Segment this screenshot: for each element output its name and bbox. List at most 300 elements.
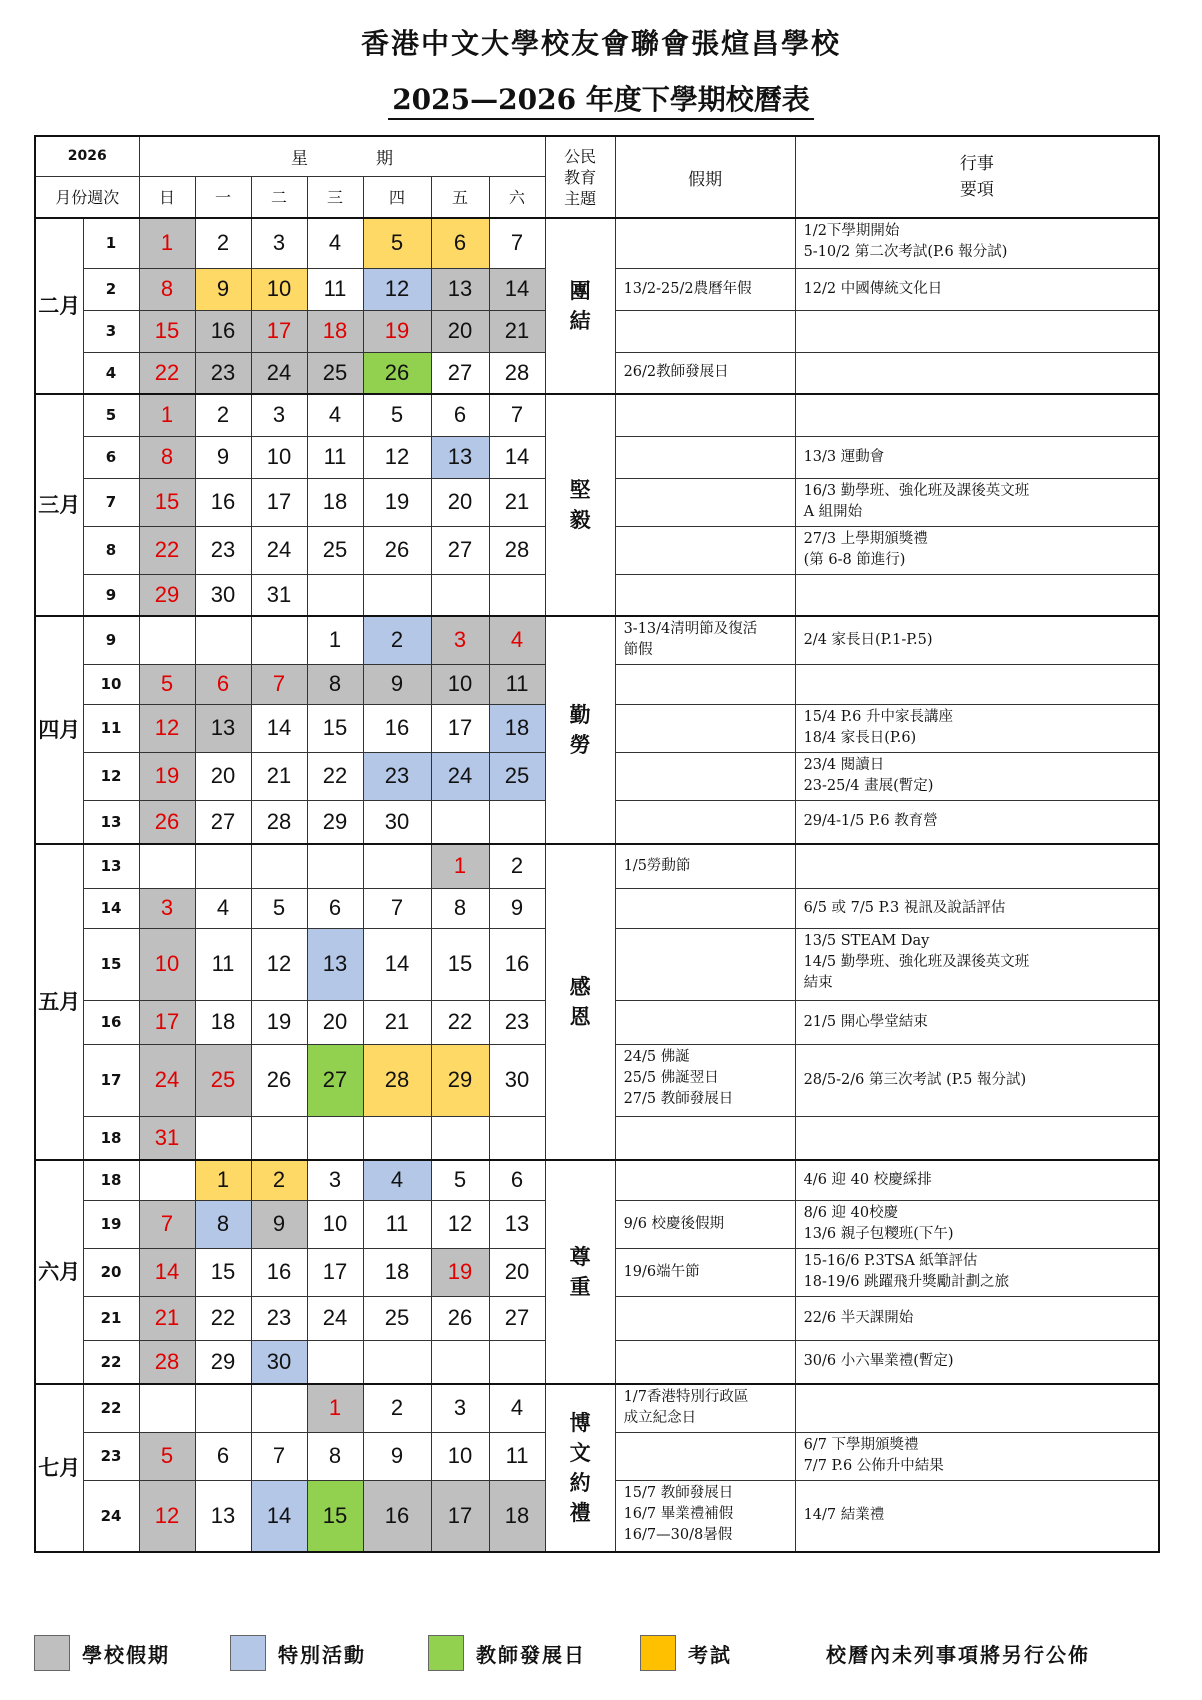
holiday-note-line: 25/5 佛誕翌日 <box>623 1069 719 1086</box>
calendar-day: 15 <box>139 478 195 526</box>
holiday-note-line: 26/2教師發展日 <box>623 364 729 381</box>
event-note-line: 28/5-2/6 第三次考試 (P.5 報分試) <box>803 1071 1027 1088</box>
calendar-day: 4 <box>489 1384 545 1432</box>
calendar-day: 18 <box>307 310 363 352</box>
event-note <box>795 1000 1159 1044</box>
holiday-note <box>615 704 795 752</box>
calendar-day <box>489 1340 545 1384</box>
calendar-day: 5 <box>139 664 195 704</box>
event-note <box>795 1044 1159 1116</box>
event-note-line: 22/6 半天課開始 <box>803 1309 914 1326</box>
calendar-day: 25 <box>489 752 545 800</box>
event-note-line: 8/6 迎 40校慶 <box>803 1204 899 1221</box>
event-note <box>795 888 1159 928</box>
calendar-day <box>139 616 195 664</box>
week-number: 8 <box>83 526 139 574</box>
calendar-day: 23 <box>195 526 251 574</box>
civic-theme-char: 文 <box>569 1440 591 1465</box>
calendar-day: 8 <box>139 268 195 310</box>
week-number: 23 <box>83 1432 139 1480</box>
weekday-header: 二 <box>251 176 307 218</box>
calendar-day: 23 <box>489 1000 545 1044</box>
calendar-day: 22 <box>431 1000 489 1044</box>
week-number: 1 <box>83 218 139 268</box>
calendar-day: 18 <box>195 1000 251 1044</box>
calendar-day: 7 <box>251 1432 307 1480</box>
calendar-day: 2 <box>251 1160 307 1200</box>
civic-theme-char: 勞 <box>569 732 591 757</box>
holiday-note <box>615 394 795 436</box>
calendar-day <box>431 800 489 844</box>
calendar-day: 11 <box>363 1200 431 1248</box>
holiday-note-line: 節假 <box>623 642 653 658</box>
calendar-day: 28 <box>489 352 545 394</box>
calendar-week-row <box>35 1384 1159 1432</box>
civic-theme-char: 約 <box>569 1470 591 1495</box>
holiday-note <box>615 1000 795 1044</box>
legend-teacher-dev-label: 教師發展日 <box>476 1642 586 1667</box>
civic-theme-char: 禮 <box>569 1500 591 1525</box>
exam-swatch <box>640 1635 676 1671</box>
calendar-day: 27 <box>489 1296 545 1340</box>
event-note-line: 14/5 勤學班、強化班及課後英文班 <box>803 953 1030 970</box>
legend-special-label: 特別活動 <box>278 1642 366 1667</box>
weekday-header: 四 <box>363 176 431 218</box>
calendar-day: 2 <box>363 1384 431 1432</box>
holiday-note <box>615 1480 795 1552</box>
calendar-day: 13 <box>195 704 251 752</box>
holiday-note <box>615 310 795 352</box>
calendar-day: 15 <box>431 928 489 1000</box>
calendar-day: 7 <box>139 1200 195 1248</box>
holiday-note <box>615 1296 795 1340</box>
calendar-day: 25 <box>307 526 363 574</box>
legend-teacher-dev <box>428 1635 586 1671</box>
calendar-day: 30 <box>195 574 251 616</box>
week-number: 22 <box>83 1340 139 1384</box>
event-note <box>795 478 1159 526</box>
week-number: 18 <box>83 1116 139 1160</box>
event-note-line: 29/4-1/5 P.6 教育營 <box>803 813 938 830</box>
month-label: 五月 <box>35 844 83 1160</box>
calendar-day: 8 <box>139 436 195 478</box>
month-label: 六月 <box>35 1160 83 1384</box>
event-note <box>795 394 1159 436</box>
holiday-note <box>615 478 795 526</box>
event-note-line: 13/6 親子包糭班(下午) <box>803 1225 954 1242</box>
calendar-day: 16 <box>251 1248 307 1296</box>
week-number: 21 <box>83 1296 139 1340</box>
month-label: 四月 <box>35 616 83 844</box>
calendar-day: 10 <box>251 436 307 478</box>
week-number: 6 <box>83 436 139 478</box>
calendar-day: 19 <box>251 1000 307 1044</box>
event-note-line: (第 6-8 節進行) <box>803 551 906 568</box>
month-label: 二月 <box>35 218 83 394</box>
calendar-day: 18 <box>489 1480 545 1552</box>
holiday-note-line: 16/7 畢業禮補假 <box>623 1505 734 1522</box>
calendar-day <box>195 616 251 664</box>
calendar-day: 29 <box>307 800 363 844</box>
calendar-day: 26 <box>431 1296 489 1340</box>
event-note <box>795 352 1159 394</box>
calendar-day: 25 <box>195 1044 251 1116</box>
civic-theme <box>545 616 615 844</box>
month-week-header: 月份週次 <box>35 176 139 218</box>
civic-theme-header <box>545 136 615 218</box>
calendar-day: 13 <box>195 1480 251 1552</box>
event-note <box>795 526 1159 574</box>
calendar-day: 5 <box>251 888 307 928</box>
holiday-note-line: 15/7 教師發展日 <box>623 1484 734 1501</box>
event-note-line: 27/3 上學期頒獎禮 <box>803 530 928 547</box>
calendar-day: 22 <box>139 526 195 574</box>
calendar-day: 9 <box>363 1432 431 1480</box>
week-number: 7 <box>83 478 139 526</box>
school-calendar-table <box>34 135 1160 1553</box>
calendar-day: 20 <box>307 1000 363 1044</box>
civic-header-line: 主題 <box>564 188 597 208</box>
calendar-day: 14 <box>251 1480 307 1552</box>
civic-theme-char: 感 <box>569 974 591 999</box>
event-note-line: 16/3 勤學班、強化班及課後英文班 <box>803 482 1030 499</box>
calendar-day: 4 <box>307 394 363 436</box>
calendar-day: 17 <box>431 704 489 752</box>
calendar-week-row <box>35 394 1159 436</box>
civic-theme <box>545 218 615 394</box>
calendar-day: 11 <box>195 928 251 1000</box>
event-note-line: 2/4 家長日(P.1-P.5) <box>803 631 933 648</box>
event-note-line: 18-19/6 跳躍飛升獎勵計劃之旅 <box>803 1273 1010 1290</box>
calendar-day: 12 <box>363 436 431 478</box>
calendar-day: 19 <box>363 310 431 352</box>
calendar-day: 17 <box>251 310 307 352</box>
civic-theme <box>545 1160 615 1384</box>
calendar-day: 16 <box>195 310 251 352</box>
calendar-day: 4 <box>307 218 363 268</box>
civic-theme-char: 堅 <box>569 477 591 502</box>
calendar-day: 9 <box>195 436 251 478</box>
events-header <box>795 136 1159 218</box>
week-number: 9 <box>83 574 139 616</box>
calendar-day: 23 <box>363 752 431 800</box>
calendar-day: 6 <box>489 1160 545 1200</box>
week-number: 4 <box>83 352 139 394</box>
calendar-day: 7 <box>363 888 431 928</box>
calendar-title <box>0 78 1202 118</box>
calendar-day: 10 <box>431 664 489 704</box>
calendar-day: 17 <box>251 478 307 526</box>
calendar-day: 29 <box>431 1044 489 1116</box>
event-note <box>795 574 1159 616</box>
calendar-day: 1 <box>139 394 195 436</box>
calendar-day: 27 <box>307 1044 363 1116</box>
event-note <box>795 1116 1159 1160</box>
civic-theme <box>545 844 615 1160</box>
calendar-day <box>307 1340 363 1384</box>
weekday-header: 一 <box>195 176 251 218</box>
holiday-note-line: 19/6端午節 <box>623 1263 700 1280</box>
civic-header-line: 公民 <box>564 146 597 166</box>
calendar-day: 19 <box>363 478 431 526</box>
calendar-day: 5 <box>431 1160 489 1200</box>
week-number: 13 <box>83 800 139 844</box>
calendar-day: 6 <box>307 888 363 928</box>
calendar-day: 20 <box>489 1248 545 1296</box>
calendar-day: 13 <box>431 268 489 310</box>
event-note <box>795 1248 1159 1296</box>
calendar-day: 17 <box>431 1480 489 1552</box>
calendar-day: 22 <box>139 352 195 394</box>
calendar-day: 15 <box>139 310 195 352</box>
holiday-note <box>615 616 795 664</box>
calendar-day <box>139 1160 195 1200</box>
civic-theme <box>545 394 615 616</box>
week-number: 22 <box>83 1384 139 1432</box>
holiday-swatch <box>34 1635 70 1671</box>
calendar-day <box>139 844 195 888</box>
special-activity-swatch <box>230 1635 266 1671</box>
holiday-note <box>615 218 795 268</box>
holiday-note <box>615 800 795 844</box>
legend-holiday-label: 學校假期 <box>82 1642 170 1667</box>
calendar-day <box>307 574 363 616</box>
calendar-day: 10 <box>139 928 195 1000</box>
calendar-day <box>251 616 307 664</box>
holiday-note <box>615 664 795 704</box>
calendar-day: 5 <box>363 218 431 268</box>
calendar-day <box>431 1116 489 1160</box>
calendar-day: 7 <box>251 664 307 704</box>
calendar-day: 9 <box>363 664 431 704</box>
week-number: 17 <box>83 1044 139 1116</box>
calendar-day: 11 <box>489 664 545 704</box>
calendar-day: 16 <box>489 928 545 1000</box>
calendar-day: 24 <box>307 1296 363 1340</box>
calendar-day: 20 <box>431 310 489 352</box>
calendar-day: 3 <box>251 394 307 436</box>
calendar-day <box>363 1340 431 1384</box>
event-note-line: 4/6 迎 40 校慶綵排 <box>803 1171 932 1188</box>
calendar-day: 17 <box>139 1000 195 1044</box>
event-note <box>795 928 1159 1000</box>
month-label: 七月 <box>35 1384 83 1552</box>
calendar-day: 12 <box>139 1480 195 1552</box>
calendar-day: 13 <box>431 436 489 478</box>
calendar-day: 25 <box>307 352 363 394</box>
calendar-day: 13 <box>489 1200 545 1248</box>
calendar-day: 19 <box>431 1248 489 1296</box>
event-note <box>795 1432 1159 1480</box>
event-note <box>795 1200 1159 1248</box>
calendar-day: 21 <box>489 310 545 352</box>
calendar-day: 26 <box>363 352 431 394</box>
events-header-line: 行事 <box>959 154 994 174</box>
calendar-day: 28 <box>363 1044 431 1116</box>
event-note-line: 1/2下學期開始 <box>803 223 900 239</box>
event-note-line: 6/5 或 7/5 P.3 視訊及說話評估 <box>803 899 1006 916</box>
weekday-header: 日 <box>139 176 195 218</box>
calendar-day: 28 <box>489 526 545 574</box>
calendar-day: 24 <box>251 526 307 574</box>
holiday-note-line: 1/7香港特別行政區 <box>623 1389 749 1405</box>
calendar-day: 24 <box>431 752 489 800</box>
calendar-day <box>489 574 545 616</box>
week-number: 9 <box>83 616 139 664</box>
calendar-day: 26 <box>139 800 195 844</box>
calendar-day <box>195 1116 251 1160</box>
calendar-day: 21 <box>139 1296 195 1340</box>
event-note <box>795 752 1159 800</box>
civic-theme-char: 博 <box>569 1410 591 1435</box>
calendar-day: 19 <box>139 752 195 800</box>
calendar-day <box>195 844 251 888</box>
calendar-week-row <box>35 1160 1159 1200</box>
calendar-day: 18 <box>307 478 363 526</box>
week-number: 12 <box>83 752 139 800</box>
calendar-day: 3 <box>431 1384 489 1432</box>
civic-theme-char: 結 <box>569 308 591 333</box>
civic-theme-char: 勤 <box>569 702 591 727</box>
calendar-day <box>251 1116 307 1160</box>
event-note-line: 15-16/6 P.3TSA 紙筆評估 <box>803 1252 978 1269</box>
event-note-line: 7/7 P.6 公佈升中結果 <box>803 1457 944 1474</box>
calendar-day: 21 <box>489 478 545 526</box>
calendar-day: 22 <box>195 1296 251 1340</box>
calendar-day: 8 <box>307 1432 363 1480</box>
calendar-day: 1 <box>139 218 195 268</box>
holiday-note <box>615 888 795 928</box>
event-note <box>795 218 1159 268</box>
week-number: 16 <box>83 1000 139 1044</box>
calendar-day: 14 <box>363 928 431 1000</box>
calendar-day: 10 <box>431 1432 489 1480</box>
event-note <box>795 664 1159 704</box>
calendar-day: 12 <box>251 928 307 1000</box>
calendar-day: 8 <box>431 888 489 928</box>
calendar-day: 2 <box>489 844 545 888</box>
week-number: 20 <box>83 1248 139 1296</box>
civic-theme-char: 重 <box>569 1274 591 1299</box>
holiday-note <box>615 1432 795 1480</box>
calendar-day: 8 <box>307 664 363 704</box>
civic-theme-char: 尊 <box>569 1244 591 1269</box>
calendar-day: 17 <box>307 1248 363 1296</box>
calendar-day: 25 <box>363 1296 431 1340</box>
calendar-day: 13 <box>307 928 363 1000</box>
event-note <box>795 1384 1159 1432</box>
calendar-day: 1 <box>307 1384 363 1432</box>
calendar-day: 11 <box>307 268 363 310</box>
calendar-day: 23 <box>195 352 251 394</box>
holiday-note-line: 27/5 教師發展日 <box>623 1090 734 1107</box>
event-note <box>795 1480 1159 1552</box>
calendar-day: 4 <box>363 1160 431 1200</box>
week-number: 10 <box>83 664 139 704</box>
calendar-day <box>363 1116 431 1160</box>
holiday-note <box>615 1160 795 1200</box>
calendar-day: 21 <box>251 752 307 800</box>
calendar-day: 15 <box>307 1480 363 1552</box>
year-header: 2026 <box>35 136 139 176</box>
calendar-day: 9 <box>489 888 545 928</box>
calendar-day: 27 <box>431 352 489 394</box>
week-number: 14 <box>83 888 139 928</box>
calendar-day <box>431 574 489 616</box>
calendar-week-row <box>35 844 1159 888</box>
event-note-line: 23/4 閱讀日 <box>803 756 885 773</box>
calendar-day: 9 <box>251 1200 307 1248</box>
calendar-day: 9 <box>195 268 251 310</box>
calendar-day: 12 <box>363 268 431 310</box>
event-note <box>795 704 1159 752</box>
legend-holiday <box>34 1635 170 1671</box>
legend-note-text: 校曆內未列事項將另行公佈 <box>826 1642 1090 1667</box>
event-note <box>795 1160 1159 1200</box>
holiday-note <box>615 268 795 310</box>
weekday-header: 五 <box>431 176 489 218</box>
calendar-day: 6 <box>195 664 251 704</box>
event-note <box>795 1340 1159 1384</box>
holiday-note <box>615 1200 795 1248</box>
holiday-note-line: 成立紀念日 <box>623 1410 697 1426</box>
week-number: 11 <box>83 704 139 752</box>
calendar-day <box>307 844 363 888</box>
calendar-day: 2 <box>195 394 251 436</box>
calendar-day: 3 <box>251 218 307 268</box>
calendar-day: 16 <box>363 704 431 752</box>
calendar-day <box>489 800 545 844</box>
holiday-note <box>615 1116 795 1160</box>
holiday-note <box>615 752 795 800</box>
calendar-day: 30 <box>251 1340 307 1384</box>
calendar-day: 21 <box>363 1000 431 1044</box>
calendar-day: 30 <box>489 1044 545 1116</box>
event-note-line: 5-10/2 第二次考試(P.6 報分試) <box>803 244 1008 260</box>
event-note-line: 結束 <box>803 974 833 991</box>
event-note <box>795 844 1159 888</box>
holiday-note-line: 16/7—30/8暑假 <box>623 1526 733 1543</box>
week-number: 2 <box>83 268 139 310</box>
event-note <box>795 800 1159 844</box>
teacher-dev-swatch <box>428 1635 464 1671</box>
calendar-week-row <box>35 616 1159 664</box>
event-note-line: 13/3 運動會 <box>803 448 885 465</box>
calendar-day: 1 <box>431 844 489 888</box>
event-note <box>795 436 1159 478</box>
calendar-day: 29 <box>139 574 195 616</box>
civic-theme-char: 毅 <box>569 507 591 532</box>
calendar-day: 28 <box>139 1340 195 1384</box>
event-note-line: 15/4 P.6 升中家長講座 <box>803 708 954 725</box>
calendar-week-row <box>35 218 1159 268</box>
calendar-day: 20 <box>431 478 489 526</box>
calendar-day: 6 <box>431 218 489 268</box>
event-note-line: 14/7 結業禮 <box>803 1507 885 1524</box>
week-number: 15 <box>83 928 139 1000</box>
calendar-day: 20 <box>195 752 251 800</box>
civic-header-line: 教育 <box>564 167 597 187</box>
calendar-day: 2 <box>363 616 431 664</box>
holiday-note <box>615 928 795 1000</box>
calendar-day: 6 <box>195 1432 251 1480</box>
event-note <box>795 1296 1159 1340</box>
calendar-day: 26 <box>363 526 431 574</box>
calendar-day: 3 <box>431 616 489 664</box>
calendar-day: 4 <box>489 616 545 664</box>
calendar-day: 31 <box>251 574 307 616</box>
holiday-note <box>615 526 795 574</box>
